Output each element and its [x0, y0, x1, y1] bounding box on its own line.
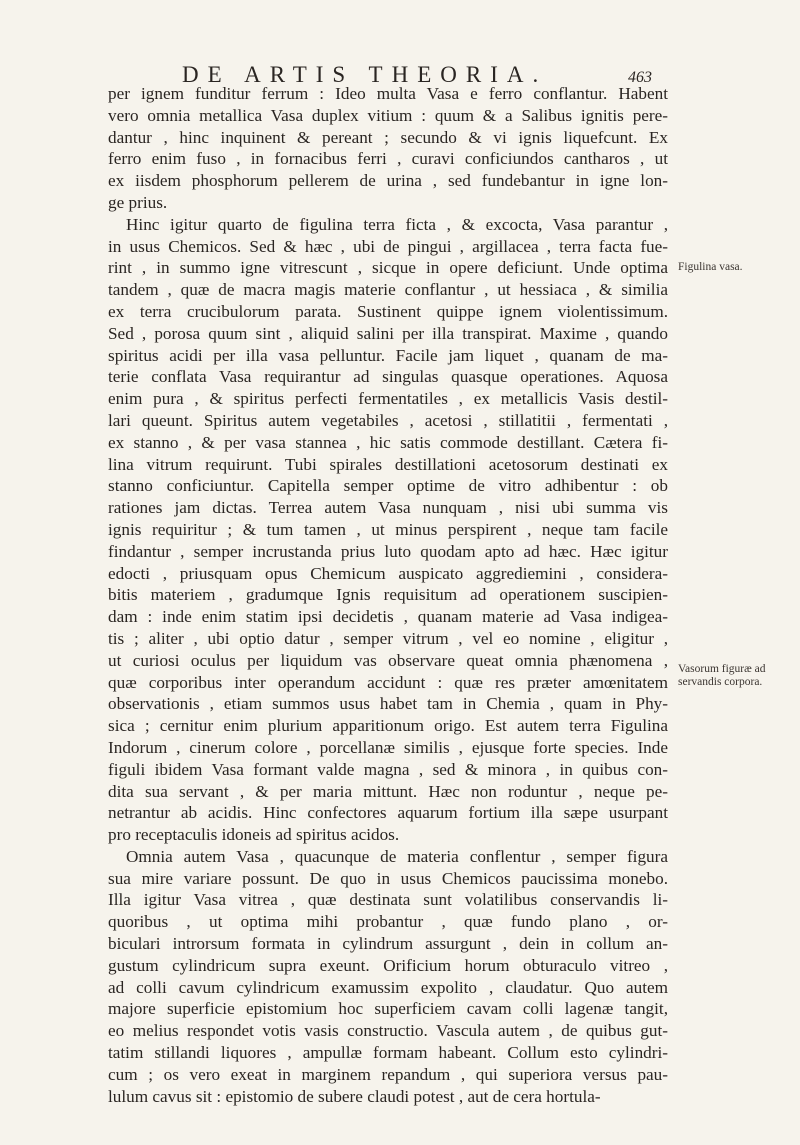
text-line: vero omnia metallica Vasa duplex vitium : quum & a Salibus ignitis pere-	[108, 105, 668, 125]
text-line: Illa igitur Vasa vitrea , quæ destinata sunt volatilibus conservandis li-	[108, 890, 668, 910]
running-head: DE ARTIS THEORIA.	[182, 62, 548, 87]
text-line: Omnia autem Vasa , quacunque de materia conflentur , semper figura	[126, 846, 668, 866]
text-line: rationes jam dictas. Terrea autem Vasa nunquam , nisi ubi summa vis	[108, 498, 668, 518]
text-line: ferro enim fuso , in fornacibus ferri , curavi conficiundos cantharos , ut	[108, 149, 668, 169]
text-line: netrantur ab acidis. Hinc confectores aquarum fortium illa sæpe usurpant	[108, 803, 668, 823]
body-text	[108, 83, 668, 1107]
text-line: ut curiosi oculus per liquidum vas observare queat omnia phænomena ,	[108, 650, 668, 670]
text-line: majore superficie epistomium hoc superficiem cavam colli lagenæ tangit,	[108, 999, 668, 1019]
text-line: tis ; aliter , ubi optio datur , semper vitrum , vel eo nomine , eligitur ,	[108, 628, 668, 648]
text-line: terie conflata Vasa requirantur ad singulas quasque operationes. Aquosa	[108, 367, 668, 387]
text-line: observationis , etiam summos usus habet tam in Chemia , quam in Phy-	[108, 694, 668, 714]
text-line: ignis requiritur ; & tum tamen , ut minus perspirent , neque tam facile	[108, 519, 668, 539]
text-line: Hinc igitur quarto de figulina terra ficta , & excocta, Vasa parantur ,	[126, 214, 668, 234]
text-line: cum ; os vero exeat in marginem repandum , qui superiora versus pau-	[108, 1064, 668, 1084]
text-line: dantur , hinc inquinent & pereant ; secundo & vi ignis liquefcunt. Ex	[108, 127, 668, 147]
text-line: rint , in summo igne vitrescunt , sicque in opere deficiunt. Unde optima	[108, 258, 668, 278]
text-line: quæ corporibus inter operandum accidunt : quæ res præter amœnitatem	[108, 672, 668, 692]
text-line: bitis materiem , gradumque Ignis requisitum ad operationem suscipien-	[108, 585, 668, 605]
text-line: pro receptaculis idoneis ad spiritus acidos.	[108, 825, 400, 845]
text-line: in usus Chemicos. Sed & hæc , ubi de pingui , argillacea , terra facta fue-	[108, 236, 668, 256]
text-line: spiritus acidi per illa vasa pelluntur. Facile jam liquet , quanam de ma-	[108, 345, 668, 365]
text-line: findantur , semper incrustanda prius luto quodam apto ad hæc. Hæc igitur	[108, 541, 668, 561]
text-line: figuli ibidem Vasa formant valde magna , sed & minora , in quibus con-	[108, 759, 668, 779]
text-line: Sed , porosa quum sint , aliquid salini per illa transpirat. Maxime , quando	[108, 323, 668, 343]
text-line: ex terra crucibulorum parata. Sustinent quippe ignem violentissimum.	[108, 301, 668, 321]
text-line: dita sua servant , & per maria mittunt. Hæc non roduntur , neque pe-	[108, 781, 668, 801]
text-line: quoribus , ut optima mihi probantur , quæ fundo plano , or-	[108, 912, 668, 932]
text-line: eo melius respondet votis vasis constructio. Vascula autem , de quibus gut-	[108, 1021, 668, 1041]
text-line: ge prius.	[108, 192, 168, 212]
text-line: enim pura , & spiritus perfecti fermentatiles , ex metallicis Vasis destil-	[108, 389, 668, 409]
text-line: ex iisdem phosphorum pellerem de urina , sed fundebantur in igne lon-	[108, 171, 668, 191]
text-line: lulum cavus sit : epistomio de subere claudi potest , aut de cera hortula-	[108, 1086, 601, 1106]
margin-note: Figulina vasa.	[678, 261, 743, 273]
text-line: tandem , quæ de macra magis materie conflantur , ut hessiaca , & similia	[108, 280, 668, 300]
text-line: stanno conficiuntur. Capitella semper optime de vitro adhibentur : ob	[108, 476, 668, 496]
text-line: lari queunt. Spiritus autem vegetabiles , acetosi , stillatitii , fermentati ,	[108, 410, 668, 430]
margin-note: Vasorum figuræ ad servandis corpora.	[678, 663, 766, 688]
text-line: sica ; cernitur enim plurium apparitionum origo. Est autem terra Figulina	[108, 716, 668, 736]
text-line: ad colli cavum cylindricum examussim expolito , claudatur. Quo autem	[108, 977, 668, 997]
text-line: Indorum , cinerum colore , porcellanæ similis , ejusque forte species. Inde	[108, 737, 668, 757]
text-line: sua mire variare possunt. De quo in usus Chemicos paucissima monebo.	[108, 868, 668, 888]
text-line: tatim stillandi liquores , ampullæ formam habeant. Collum esto cylindri-	[108, 1043, 668, 1063]
text-line: edocti , priusquam opus Chemicum auspicato aggrediemini , considera-	[108, 563, 668, 583]
text-line: ex stanno , & per vasa stannea , hic satis commode destillant. Cætera fi-	[108, 432, 668, 452]
text-line: biculari introrsum formata in cylindrum assurgunt , dein in collum an-	[108, 934, 668, 954]
text-line: dam : inde enim statim ipsi decidetis , quanam materie ad Vasa indigea-	[108, 607, 668, 627]
text-line: gustum cylindricum supra exeunt. Orificium horum obturaculo vitreo ,	[108, 955, 668, 975]
text-line: per ignem funditur ferrum : Ideo multa Vasa e ferro conflantur. Habent	[108, 84, 668, 103]
page-number: 463	[628, 69, 652, 86]
text-line: lina vitrum requirunt. Tubi spirales destillationi acetosorum destinati ex	[108, 454, 668, 474]
